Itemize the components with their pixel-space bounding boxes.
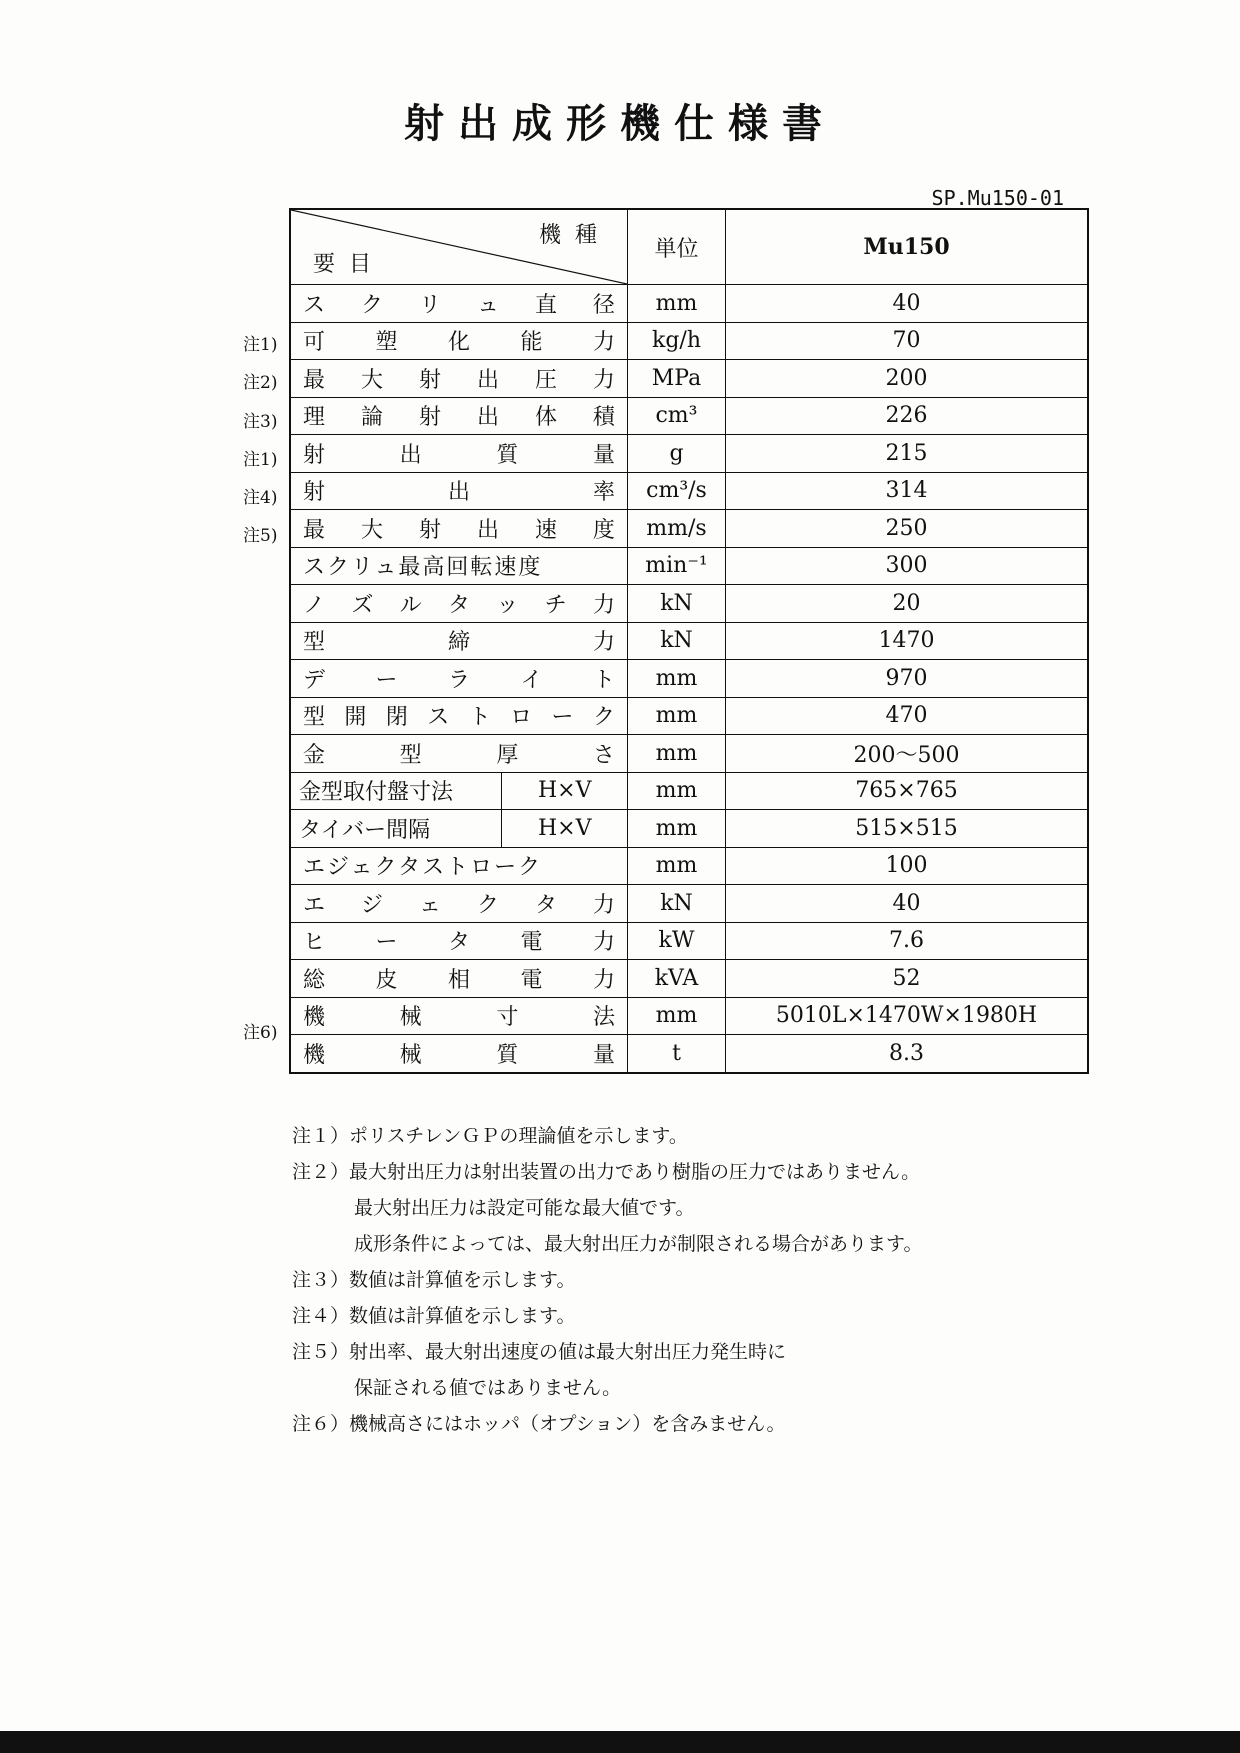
- spread-text: 機 械 寸 法: [303, 1005, 615, 1031]
- footnote-line: [292, 1406, 1092, 1442]
- table-row: [290, 810, 1088, 848]
- table-row: [290, 960, 1088, 998]
- spec-unit: mm: [628, 810, 726, 848]
- table-row: [290, 997, 1088, 1035]
- table-row: [290, 322, 1088, 360]
- spec-item-name: [290, 585, 628, 623]
- spec-unit: cm³: [628, 397, 726, 435]
- spread-text: 理 論 射 出 体 積: [303, 405, 615, 431]
- header-unit-label: 単位: [628, 209, 726, 285]
- footnote-label: 注２）: [292, 1161, 350, 1183]
- spec-value: 300: [726, 547, 1089, 585]
- spec-item-dimension: H×V: [502, 810, 628, 848]
- spec-unit: kN: [628, 622, 726, 660]
- table-row: [290, 622, 1088, 660]
- spread-text: 可 塑 化 能 力: [303, 330, 615, 356]
- footnote-label: 注１）: [292, 1125, 350, 1147]
- spec-item-name: [290, 960, 628, 998]
- table-row: [290, 510, 1088, 548]
- footnote-line: [292, 1298, 1092, 1334]
- spec-table: [289, 208, 1089, 1074]
- table-row: [290, 285, 1088, 323]
- spec-value: 765×765: [726, 772, 1089, 810]
- footnote-label: 注３）: [292, 1269, 350, 1291]
- spec-value: 52: [726, 960, 1089, 998]
- table-row: [290, 847, 1088, 885]
- spec-value: 226: [726, 397, 1089, 435]
- spread-text: 最 大 射 出 速 度: [303, 517, 615, 543]
- spec-item-name: スクリュ最高回転速度: [290, 547, 628, 585]
- footnote-text: 最大射出圧力は射出装置の出力であり樹脂の圧力ではありません。: [349, 1161, 921, 1183]
- table-row: [290, 660, 1088, 698]
- spec-unit: mm: [628, 997, 726, 1035]
- spec-value: 20: [726, 585, 1089, 623]
- footnotes: [292, 1118, 1092, 1442]
- table-row: [290, 1035, 1088, 1073]
- footnote-text: 保証される値ではありません。: [354, 1377, 622, 1399]
- scan-edge-bar: [0, 1731, 1240, 1753]
- table-row: [290, 360, 1088, 398]
- row-note-label: 注6): [243, 1022, 278, 1043]
- spec-value: 200: [726, 360, 1089, 398]
- footnote-label: 注６）: [292, 1413, 350, 1435]
- row-note-label: 注1): [243, 449, 278, 470]
- spec-item-name: 金型取付盤寸法: [290, 772, 502, 810]
- spec-unit: kN: [628, 885, 726, 923]
- spec-value: 1470: [726, 622, 1089, 660]
- spec-value: 314: [726, 472, 1089, 510]
- spec-item-name: [290, 397, 628, 435]
- spec-unit: MPa: [628, 360, 726, 398]
- spread-text: 型 開 閉 ス ト ロ ー ク: [303, 705, 615, 731]
- spec-value: 5010L×1470W×1980H: [726, 997, 1089, 1035]
- spec-item-name: [290, 472, 628, 510]
- spec-item-name: [290, 285, 628, 323]
- spec-unit: t: [628, 1035, 726, 1073]
- spread-text: デ ー ラ イ ト: [303, 667, 615, 693]
- spec-unit: mm: [628, 697, 726, 735]
- spec-unit: kN: [628, 585, 726, 623]
- footnote-text: 射出率、最大射出速度の値は最大射出圧力発生時に: [349, 1341, 787, 1363]
- spec-unit: min⁻¹: [628, 547, 726, 585]
- table-row: [290, 585, 1088, 623]
- spec-value: 470: [726, 697, 1089, 735]
- footnote-line: [292, 1118, 1092, 1154]
- spec-unit: mm: [628, 660, 726, 698]
- spec-item-name: タイバー間隔: [290, 810, 502, 848]
- spread-text: ス ク リ ュ 直 径: [303, 292, 615, 318]
- row-note-label: 注1): [243, 335, 278, 356]
- table-row: [290, 885, 1088, 923]
- spec-value: 40: [726, 885, 1089, 923]
- spec-value: 250: [726, 510, 1089, 548]
- spread-text: ヒ ー タ 電 力: [303, 930, 615, 956]
- spec-item-name: [290, 322, 628, 360]
- spread-text: 金 型 厚 さ: [303, 742, 615, 768]
- spec-value: 515×515: [726, 810, 1089, 848]
- spec-item-name: [290, 622, 628, 660]
- table-row: [290, 397, 1088, 435]
- table-header-row: [290, 209, 1088, 285]
- header-model-label: 機種: [538, 223, 611, 248]
- spec-value: 200〜500: [726, 735, 1089, 773]
- footnote-line: [292, 1226, 1092, 1262]
- spread-text: 最 大 射 出 圧 力: [303, 367, 615, 393]
- footnote-text: 最大射出圧力は設定可能な最大値です。: [354, 1197, 695, 1219]
- spec-unit: cm³/s: [628, 472, 726, 510]
- document-code: SP.Mu150-01: [931, 186, 1064, 210]
- spread-text: 総 皮 相 電 力: [303, 967, 615, 993]
- footnote-text: 機械高さにはホッパ（オプション）を含みません。: [349, 1413, 786, 1435]
- spec-unit: mm: [628, 285, 726, 323]
- spec-item-name: [290, 735, 628, 773]
- row-note-label: 注3): [243, 411, 278, 432]
- spec-item-name: [290, 1035, 628, 1073]
- spec-value: 970: [726, 660, 1089, 698]
- footnote-line: [292, 1154, 1092, 1190]
- spec-unit: kVA: [628, 960, 726, 998]
- spread-text: 射 出 率: [303, 480, 615, 506]
- spec-value: 7.6: [726, 922, 1089, 960]
- spec-unit: mm: [628, 735, 726, 773]
- spec-item-name: [290, 922, 628, 960]
- row-note-label: 注4): [243, 488, 278, 508]
- footnote-line: [292, 1190, 1092, 1226]
- spec-value: 215: [726, 435, 1089, 473]
- spec-item-name: [290, 360, 628, 398]
- spec-value: 70: [726, 322, 1089, 360]
- spec-item-name: [290, 997, 628, 1035]
- spec-value: 8.3: [726, 1035, 1089, 1073]
- table-row: [290, 435, 1088, 473]
- table-row: [290, 772, 1088, 810]
- spec-value: 40: [726, 285, 1089, 323]
- spec-item-dimension: H×V: [502, 772, 628, 810]
- spec-item-name: [290, 435, 628, 473]
- footnote-line: [292, 1370, 1092, 1406]
- spec-item-name: [290, 697, 628, 735]
- header-item-label: 要目: [313, 252, 386, 277]
- row-note-label: 注5): [243, 526, 278, 547]
- table-row: [290, 697, 1088, 735]
- spread-text: 型 締 力: [303, 630, 615, 656]
- spec-unit: mm/s: [628, 510, 726, 548]
- header-model-value: Mu150: [726, 209, 1089, 285]
- spec-unit: mm: [628, 772, 726, 810]
- spread-text: 射 出 質 量: [303, 442, 615, 468]
- footnote-label: 注５）: [292, 1341, 350, 1363]
- spec-unit: g: [628, 435, 726, 473]
- spread-text: 機 械 質 量: [303, 1042, 615, 1068]
- header-item-cell: [290, 209, 628, 285]
- spec-item-name: [290, 510, 628, 548]
- footnote-line: [292, 1334, 1092, 1370]
- footnote-line: [292, 1262, 1092, 1298]
- spec-unit: mm: [628, 847, 726, 885]
- spread-text: ノ ズ ル タ ッ チ 力: [303, 592, 615, 618]
- footnote-text: 数値は計算値を示します。: [349, 1305, 576, 1327]
- footnote-label: 注４）: [292, 1305, 350, 1327]
- footnote-text: 数値は計算値を示します。: [349, 1269, 576, 1291]
- spec-value: 100: [726, 847, 1089, 885]
- footnote-text: 成形条件によっては、最大射出圧力が制限される場合があります。: [354, 1233, 923, 1255]
- spec-item-name: [290, 660, 628, 698]
- table-row: [290, 472, 1088, 510]
- table-row: [290, 922, 1088, 960]
- row-note-label: 注2): [243, 373, 278, 394]
- spec-unit: kW: [628, 922, 726, 960]
- table-row: [290, 547, 1088, 585]
- spread-text: エ ジ ェ ク タ 力: [303, 892, 615, 918]
- footnote-text: ポリスチレンＧＰの理論値を示します。: [349, 1125, 688, 1147]
- page-title: 射出成形機仕様書: [404, 100, 836, 147]
- spec-unit: kg/h: [628, 322, 726, 360]
- spec-item-name: [290, 885, 628, 923]
- spec-item-name: エジェクタストローク: [290, 847, 628, 885]
- table-row: [290, 735, 1088, 773]
